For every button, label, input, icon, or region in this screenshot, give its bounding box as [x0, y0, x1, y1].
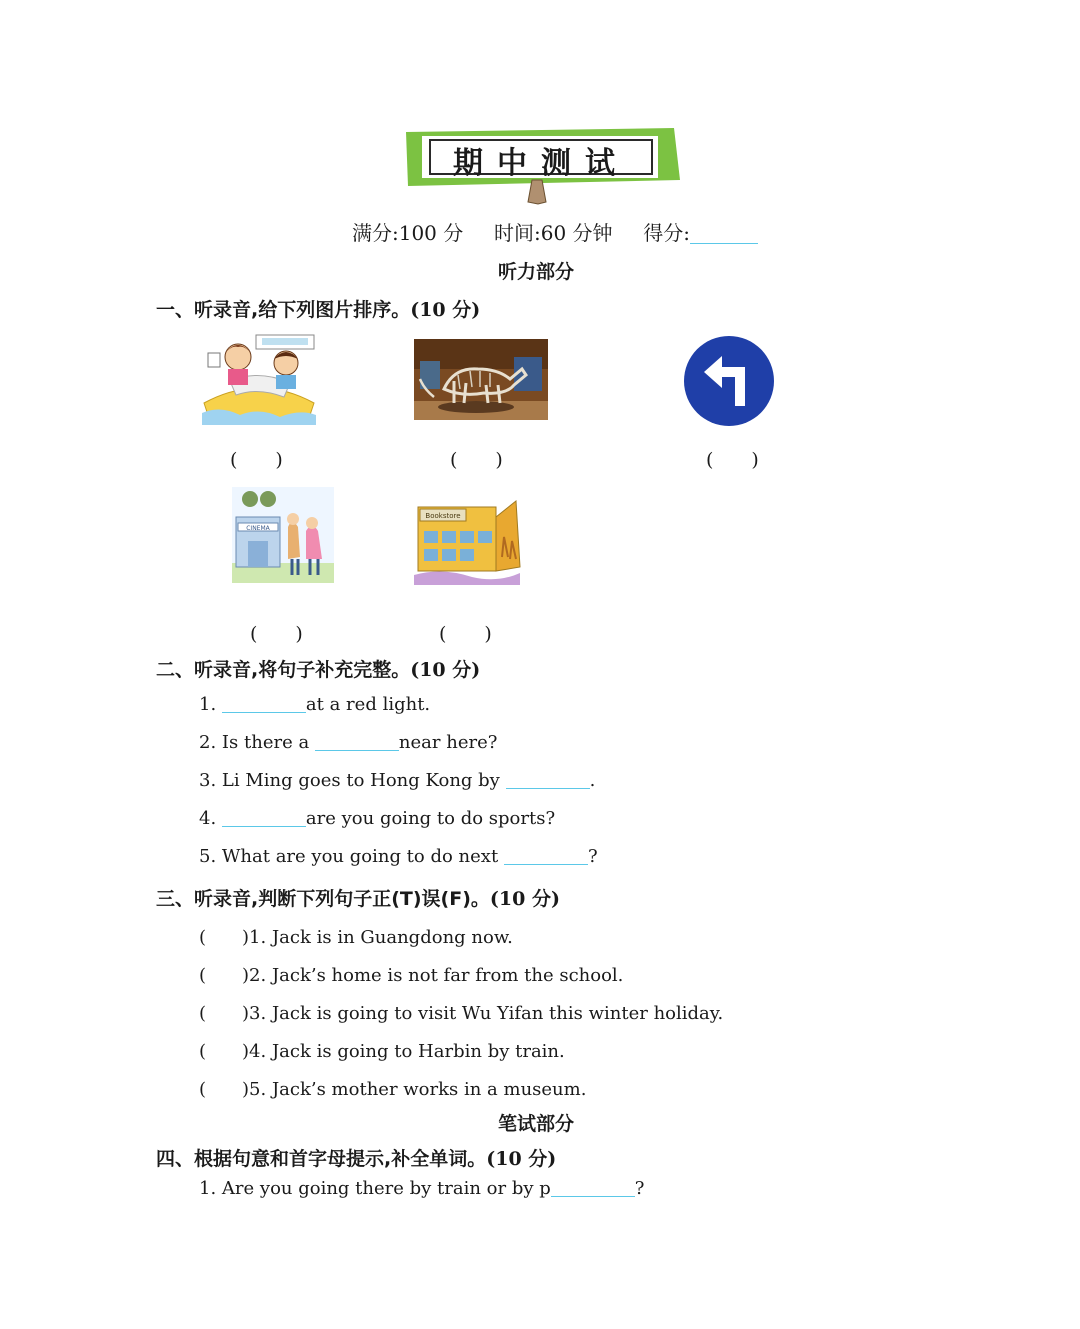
- sentence-text: .: [589, 770, 596, 791]
- item-number: 3.: [199, 770, 217, 791]
- judge-item-4: [199, 1037, 565, 1063]
- turn-left-sign-picture: [682, 334, 776, 428]
- children-on-boat-picture: [200, 333, 318, 425]
- section1-title: [156, 295, 480, 322]
- dinosaur-museum-picture: [414, 339, 548, 420]
- item-number: 2.: [199, 732, 217, 753]
- section3-title-text: 三、听录音,判断下列句子正(T)误(F)。: [156, 888, 490, 910]
- cinema-picture: [232, 487, 334, 583]
- fill-blank-1[interactable]: [222, 696, 306, 713]
- fill-sentence-3: [199, 770, 595, 791]
- judge-item-1: [199, 923, 513, 949]
- section4-title-text: 四、根据句意和首字母提示,补全单词。: [156, 1148, 487, 1170]
- sentence-text: ?: [634, 1178, 645, 1199]
- svg-text:Bookstore: Bookstore: [425, 512, 461, 520]
- item-number: 1.: [199, 694, 217, 715]
- sentence-text: Li Ming goes to Hong Kong by: [221, 770, 500, 791]
- score-label: 得分:: [643, 221, 691, 245]
- judge-paren-4[interactable]: ( ): [199, 1041, 250, 1062]
- judge-paren-2[interactable]: ( ): [199, 965, 250, 986]
- answer-paren-5[interactable]: ( ): [439, 623, 492, 645]
- exam-time: 时间:60 分钟: [494, 221, 613, 245]
- judge-item-2: [199, 961, 623, 987]
- sentence-text: at a red light.: [305, 694, 431, 715]
- writing-part-heading: 笔试部分: [498, 1113, 575, 1135]
- answer-paren-2[interactable]: ( ): [450, 449, 503, 471]
- judge-item-5: [199, 1075, 586, 1101]
- fill-sentence-4: [199, 808, 555, 829]
- judge-text: 3. Jack is going to visit Wu Yifan this winter holiday.: [249, 1003, 724, 1024]
- fill-blank-2[interactable]: [315, 734, 399, 751]
- judge-text: 5. Jack’s mother works in a museum.: [249, 1079, 587, 1100]
- score-info: [352, 217, 758, 246]
- sentence-text: Are you going there by train or by p: [221, 1178, 551, 1199]
- word-blank-1[interactable]: [551, 1180, 635, 1197]
- judge-text: 2. Jack’s home is not far from the school.: [249, 965, 624, 986]
- bookstore-picture: [412, 497, 522, 585]
- listening-part-heading: 听力部分: [498, 261, 575, 283]
- section4-points: (10 分): [486, 1148, 557, 1170]
- fill-sentence-2: [199, 732, 497, 753]
- item-number: 4.: [199, 808, 217, 829]
- full-marks: 满分:100 分: [352, 221, 464, 245]
- judge-paren-1[interactable]: ( ): [199, 927, 250, 948]
- section1-title-text: 一、听录音,给下列图片排序。: [156, 299, 411, 321]
- judge-paren-5[interactable]: ( ): [199, 1079, 250, 1100]
- sentence-text: What are you going to do next: [221, 846, 499, 867]
- sentence-text: are you going to do sports?: [305, 808, 556, 829]
- section4-title: [156, 1144, 556, 1171]
- item-number: 5.: [199, 846, 217, 867]
- page-title: 期中测试: [453, 146, 629, 181]
- sentence-text: ?: [587, 846, 598, 867]
- fill-sentence-1: [199, 694, 430, 715]
- section3-title: [156, 884, 560, 911]
- section1-points: (10 分): [410, 299, 481, 321]
- judge-text: 4. Jack is going to Harbin by train.: [249, 1041, 565, 1062]
- fill-blank-5[interactable]: [504, 848, 588, 865]
- judge-text: 1. Jack is in Guangdong now.: [249, 927, 513, 948]
- section2-title: [156, 655, 480, 682]
- word-item-1: [199, 1178, 644, 1199]
- judge-item-3: [199, 999, 723, 1025]
- section2-points: (10 分): [410, 659, 481, 681]
- answer-paren-3[interactable]: ( ): [706, 449, 759, 471]
- score-blank[interactable]: [690, 225, 758, 244]
- fill-sentence-5: [199, 846, 598, 867]
- fill-blank-4[interactable]: [222, 810, 306, 827]
- judge-paren-3[interactable]: ( ): [199, 1003, 250, 1024]
- section2-title-text: 二、听录音,将句子补充完整。: [156, 659, 411, 681]
- answer-paren-1[interactable]: ( ): [230, 449, 283, 471]
- sentence-text: near here?: [398, 732, 498, 753]
- sentence-text: Is there a: [221, 732, 310, 753]
- section3-points: (10 分): [489, 888, 560, 910]
- item-number: 1.: [199, 1178, 217, 1199]
- fill-blank-3[interactable]: [506, 772, 590, 789]
- svg-text:CINEMA: CINEMA: [246, 525, 270, 532]
- answer-paren-4[interactable]: ( ): [250, 623, 303, 645]
- title-board: [400, 126, 682, 192]
